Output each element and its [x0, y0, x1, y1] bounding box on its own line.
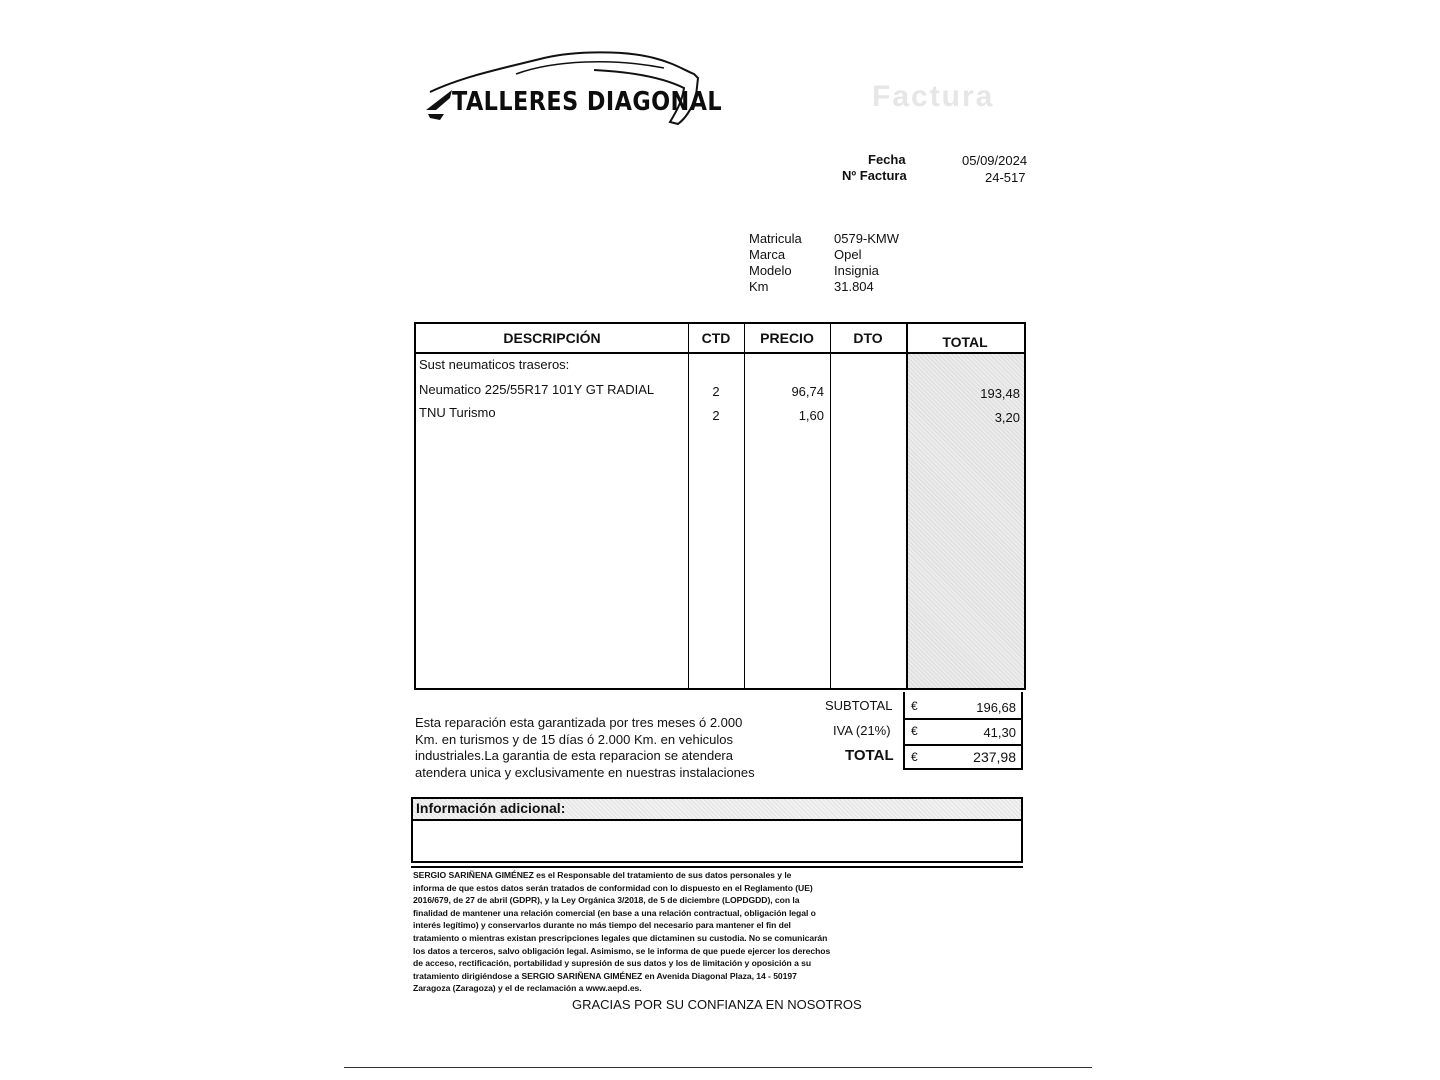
km-value: 31.804 — [834, 279, 874, 294]
privacy-line: finalidad de mantener una relación comercial (en base a una relación contractual, obligación legal o — [413, 907, 816, 918]
row-description: TNU Turismo — [419, 405, 496, 420]
date-value: 05/09/2024 — [962, 153, 1028, 168]
column-divider — [906, 324, 908, 688]
privacy-line: informa de que estos datos serán tratados de conformidad con lo dispuesto en el Reglamento (UE) — [413, 882, 813, 893]
privacy-line: interés legítimo) y conservarlos durante no más tiempo del necesario para mantener el fin del — [413, 920, 791, 931]
privacy-line: de acceso, rectificación, portabilidad y supresión de sus datos y los de limitación y oposición a su — [413, 958, 812, 969]
iva-label: IVA (21%) — [833, 723, 891, 738]
privacy-line: Zaragoza (Zaragoza) y el de reclamación a www.aepd.es. — [413, 983, 642, 994]
date-label: Fecha — [868, 152, 906, 167]
currency-symbol: € — [911, 724, 918, 738]
plate-label: Matricula — [749, 231, 802, 246]
brand-label: Marca — [749, 247, 786, 262]
privacy-line: los datos a terceros, salvo obligación legal. Asimismo, se le informa de que puede ejercer los derechos — [413, 945, 831, 956]
line-items-table — [414, 322, 1026, 690]
column-divider — [688, 324, 689, 688]
privacy-line: SERGIO SARIÑENA GIMÉNEZ es el Responsable del tratamiento de sus datos personales y le — [413, 870, 792, 880]
header-description: DESCRIPCIÓN — [503, 330, 601, 346]
privacy-line: tratamiento o mientras existan prescripciones legales que dictaminen su custodia. No se comunicarán — [413, 932, 828, 943]
warranty-line: Esta reparación esta garantizada por tres meses ó 2.000 — [415, 715, 743, 730]
column-divider — [830, 324, 831, 688]
privacy-separator — [411, 866, 1023, 868]
total-column-shading — [907, 352, 1024, 688]
total-label: TOTAL — [845, 747, 894, 764]
warranty-line: atendera unica y exclusivamente en nuestras instalaciones — [415, 764, 755, 780]
header-qty: CTD — [701, 330, 731, 346]
page-bottom-line — [344, 1067, 1092, 1068]
row-total: 193,48 — [980, 386, 1020, 401]
company-name: TALLERES DIAGONAL — [452, 87, 723, 117]
privacy-notice — [413, 869, 913, 995]
row-qty: 2 — [712, 408, 720, 423]
thank-you-note: GRACIAS POR SU CONFIANZA EN NOSOTROS — [572, 997, 862, 1012]
currency-symbol: € — [911, 699, 918, 713]
column-divider — [744, 324, 745, 688]
row-description: Neumatico 225/55R17 101Y GT RADIAL — [419, 382, 655, 397]
invoice-number-value: 24-517 — [985, 170, 1026, 185]
plate-value: 0579-KMW — [834, 231, 900, 246]
additional-info-label: Información adicional: — [416, 800, 566, 816]
header-total: TOTAL — [942, 334, 988, 350]
brand-value: Opel — [834, 247, 862, 262]
additional-info-box — [411, 797, 1023, 863]
invoice-number-label: Nº Factura — [842, 168, 907, 183]
currency-symbol: € — [911, 750, 918, 764]
row-qty: 2 — [712, 384, 720, 399]
header-price: PRECIO — [760, 330, 814, 346]
totals-divider — [903, 718, 1023, 720]
km-label: Km — [749, 279, 769, 294]
subtotal-label: SUBTOTAL — [825, 698, 893, 713]
document-type-watermark: Factura — [872, 80, 995, 113]
subtotal-value: 196,68 — [976, 700, 1016, 715]
privacy-line: tratamiento dirigiéndose a SERGIO SARIÑENA GIMÉNEZ en Avenida Diagonal Plaza, 14 - 50197 — [413, 970, 797, 981]
row-price: 96,74 — [791, 384, 824, 399]
iva-value: 41,30 — [983, 725, 1016, 740]
section-title: Sust neumaticos traseros: — [419, 357, 570, 372]
row-total: 3,20 — [994, 410, 1020, 425]
header-discount: DTO — [853, 330, 883, 346]
total-value: 237,98 — [973, 749, 1016, 765]
row-price: 1,60 — [798, 408, 824, 423]
warranty-text — [415, 715, 755, 781]
model-value: Insignia — [834, 263, 879, 278]
warranty-line: Km. en turismos y de 15 días ó 2.000 Km. en vehiculos — [415, 731, 733, 747]
privacy-line: 2016/679, de 27 de abril (GDPR), y la Ley Orgánica 3/2018, de 5 de diciembre (LOPDGDD), con la — [413, 895, 800, 906]
model-label: Modelo — [749, 263, 792, 278]
warranty-line: industriales.La garantia de esta reparacion se atendera — [415, 748, 733, 763]
